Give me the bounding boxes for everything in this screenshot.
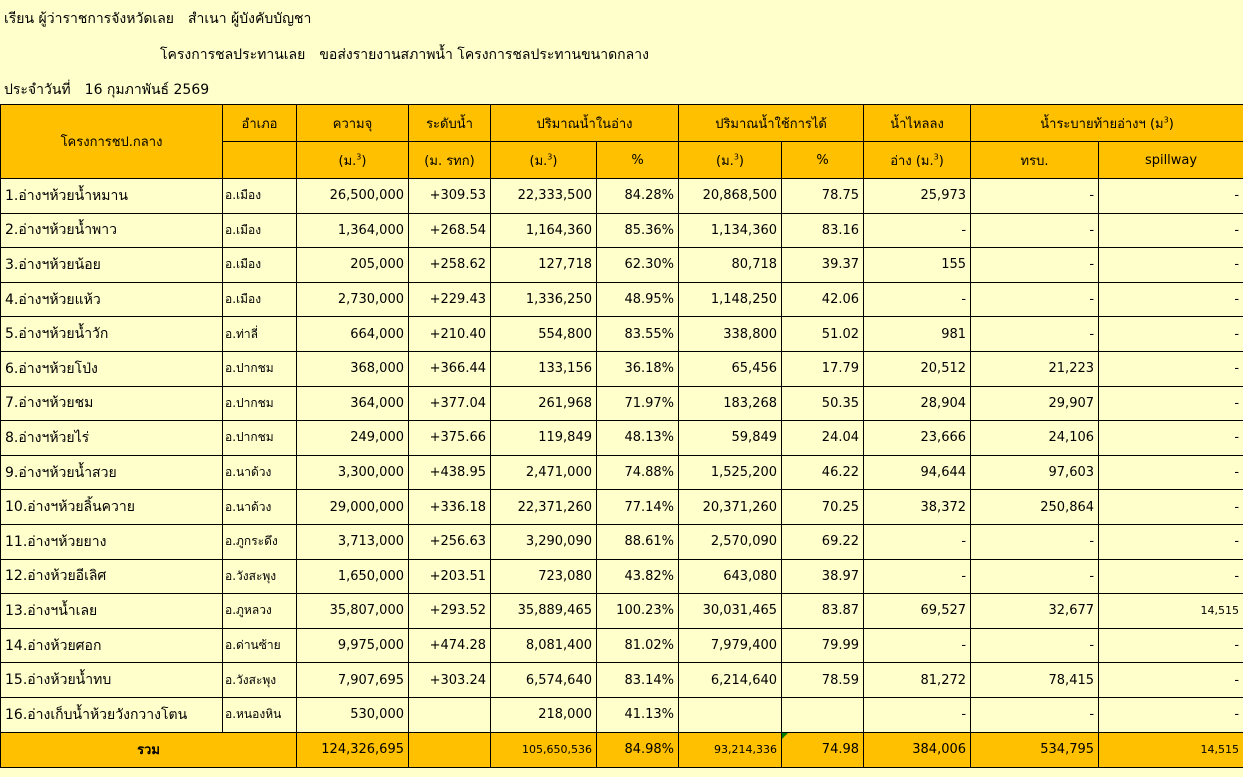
total-row [1, 732, 1243, 767]
cell-release-rtb: 32,677 [971, 594, 1099, 629]
cell-usable-pct: 24.04 [782, 421, 864, 456]
cell-project: 12.อ่างห้วยอีเลิศ [1, 559, 223, 594]
cell-usable: 183,268 [679, 386, 782, 421]
cell-usable [679, 697, 782, 732]
cell-storage-pct: 88.61% [597, 524, 679, 559]
cell-release-spillway: - [1099, 213, 1243, 248]
cell-project: 6.อ่างฯห้วยโป่ง [1, 351, 223, 386]
cell-capacity: 1,650,000 [297, 559, 409, 594]
cell-storage: 1,164,360 [491, 213, 597, 248]
cell-capacity: 530,000 [297, 697, 409, 732]
col-header-usable-pct: % [782, 142, 864, 179]
cell-release-rtb: 97,603 [971, 455, 1099, 490]
table-row [1, 490, 1243, 525]
cell-release-rtb: - [971, 628, 1099, 663]
cell-storage: 127,718 [491, 248, 597, 283]
cell-usable: 30,031,465 [679, 594, 782, 629]
cell-storage-pct: 100.23% [597, 594, 679, 629]
cell-level: +438.95 [409, 455, 491, 490]
cell-release-spillway: - [1099, 351, 1243, 386]
cell-inflow: 981 [864, 317, 971, 352]
cell-district: อ.ปากชม [223, 421, 297, 456]
cell-level: +256.63 [409, 524, 491, 559]
total-storage-pct: 84.98% [597, 732, 679, 767]
cell-district: อ.นาด้วง [223, 490, 297, 525]
cell-usable: 6,214,640 [679, 663, 782, 698]
cell-inflow: 28,904 [864, 386, 971, 421]
col-header-district: อำเภอ [223, 105, 297, 142]
cell-usable-pct: 78.59 [782, 663, 864, 698]
cell-project: 2.อ่างฯห้วยน้ำพาว [1, 213, 223, 248]
cell-usable: 643,080 [679, 559, 782, 594]
cell-usable: 7,979,400 [679, 628, 782, 663]
cell-level: +375.66 [409, 421, 491, 456]
cell-release-spillway: - [1099, 282, 1243, 317]
cell-release-rtb: - [971, 317, 1099, 352]
table-row [1, 213, 1243, 248]
cell-project: 9.อ่างฯห้วยน้ำสวย [1, 455, 223, 490]
cell-usable-pct [782, 697, 864, 732]
cell-district: อ.ท่าลี่ [223, 317, 297, 352]
report-date-line [4, 79, 209, 101]
cell-release-spillway: - [1099, 317, 1243, 352]
cell-release-spillway: - [1099, 455, 1243, 490]
report-date-label: ประจำวันที่ [4, 82, 71, 98]
col-header-release: น้ำระบายท้ายอ่างฯ (ม$^3$) [971, 105, 1243, 142]
cell-district: อ.ปากชม [223, 386, 297, 421]
col-header-level: ระดับน้ำ [409, 105, 491, 142]
cell-district: อ.เมือง [223, 282, 297, 317]
cell-capacity: 35,807,000 [297, 594, 409, 629]
cell-usable: 1,525,200 [679, 455, 782, 490]
table-row [1, 628, 1243, 663]
cell-storage-pct: 83.14% [597, 663, 679, 698]
cell-storage-pct: 62.30% [597, 248, 679, 283]
cell-level: +366.44 [409, 351, 491, 386]
table-row [1, 594, 1243, 629]
table-row [1, 697, 1243, 732]
cell-capacity: 249,000 [297, 421, 409, 456]
cell-usable: 2,570,090 [679, 524, 782, 559]
cell-district: อ.ปากชม [223, 351, 297, 386]
col-header-storage: ปริมาณน้ำในอ่าง [491, 105, 679, 142]
cell-capacity: 205,000 [297, 248, 409, 283]
cell-storage: 22,333,500 [491, 179, 597, 214]
cell-usable-pct: 79.99 [782, 628, 864, 663]
cell-release-rtb: - [971, 697, 1099, 732]
cell-release-spillway: 14,515 [1099, 594, 1243, 629]
cell-storage: 119,849 [491, 421, 597, 456]
cell-level: +293.52 [409, 594, 491, 629]
cell-release-rtb: - [971, 559, 1099, 594]
cell-project: 1.อ่างฯห้วยน้ำหมาน [1, 179, 223, 214]
cell-release-spillway: - [1099, 663, 1243, 698]
cell-storage: 6,574,640 [491, 663, 597, 698]
cell-project: 10.อ่างฯห้วยลิ้นควาย [1, 490, 223, 525]
cell-storage: 554,800 [491, 317, 597, 352]
cell-usable: 338,800 [679, 317, 782, 352]
cell-project: 8.อ่างฯห้วยไร่ [1, 421, 223, 456]
cell-storage: 22,371,260 [491, 490, 597, 525]
cell-release-rtb: - [971, 179, 1099, 214]
cell-district: อ.เมือง [223, 248, 297, 283]
table-row [1, 455, 1243, 490]
cell-release-spillway: - [1099, 524, 1243, 559]
cell-inflow: 69,527 [864, 594, 971, 629]
cell-usable: 20,868,500 [679, 179, 782, 214]
cell-level: +336.18 [409, 490, 491, 525]
col-header-district-blank [223, 142, 297, 179]
table-row [1, 317, 1243, 352]
cell-storage: 133,156 [491, 351, 597, 386]
cell-release-rtb: 250,864 [971, 490, 1099, 525]
cell-project: 4.อ่างฯห้วยแห้ว [1, 282, 223, 317]
cell-usable-pct: 42.06 [782, 282, 864, 317]
cell-storage-pct: 77.14% [597, 490, 679, 525]
cell-capacity: 29,000,000 [297, 490, 409, 525]
col-header-capacity: ความจุ [297, 105, 409, 142]
cell-inflow: 20,512 [864, 351, 971, 386]
cell-level: +229.43 [409, 282, 491, 317]
cell-usable-pct: 17.79 [782, 351, 864, 386]
table-row [1, 559, 1243, 594]
table-row [1, 421, 1243, 456]
total-label: รวม [1, 732, 297, 767]
cell-district: อ.วังสะพุง [223, 663, 297, 698]
cell-storage-pct: 83.55% [597, 317, 679, 352]
total-inflow: 384,006 [864, 732, 971, 767]
cell-usable-pct: 50.35 [782, 386, 864, 421]
cell-release-rtb: 21,223 [971, 351, 1099, 386]
cell-release-spillway: - [1099, 490, 1243, 525]
cell-level: +303.24 [409, 663, 491, 698]
total-release-rtb: 534,795 [971, 732, 1099, 767]
total-release-spillway: 14,515 [1099, 732, 1243, 767]
cell-capacity: 664,000 [297, 317, 409, 352]
col-header-release-rtb: ทรบ. [971, 142, 1099, 179]
cell-storage: 261,968 [491, 386, 597, 421]
cell-usable-pct: 83.87 [782, 594, 864, 629]
cell-usable: 80,718 [679, 248, 782, 283]
col-header-project: โครงการชป.กลาง [1, 105, 223, 179]
cell-inflow: - [864, 559, 971, 594]
cell-release-spillway: - [1099, 179, 1243, 214]
cell-storage-pct: 85.36% [597, 213, 679, 248]
cell-usable: 1,134,360 [679, 213, 782, 248]
total-capacity: 124,326,695 [297, 732, 409, 767]
cell-project: 7.อ่างฯห้วยชม [1, 386, 223, 421]
cell-release-rtb: 78,415 [971, 663, 1099, 698]
cell-level: +309.53 [409, 179, 491, 214]
table-row [1, 524, 1243, 559]
cell-capacity: 364,000 [297, 386, 409, 421]
cell-capacity: 368,000 [297, 351, 409, 386]
cell-usable-pct: 70.25 [782, 490, 864, 525]
table-row [1, 386, 1243, 421]
cell-usable-pct: 51.02 [782, 317, 864, 352]
total-storage: 105,650,536 [491, 732, 597, 767]
cell-level [409, 697, 491, 732]
cell-project: 3.อ่างฯห้วยน้อย [1, 248, 223, 283]
total-usable-pct: 74.98 [782, 732, 864, 767]
table-row [1, 351, 1243, 386]
cell-district: อ.ภูหลวง [223, 594, 297, 629]
cell-capacity: 3,713,000 [297, 524, 409, 559]
cell-storage-pct: 36.18% [597, 351, 679, 386]
cell-usable-pct: 38.97 [782, 559, 864, 594]
cell-release-rtb: - [971, 248, 1099, 283]
cell-capacity: 1,364,000 [297, 213, 409, 248]
col-header-inflow-unit: อ่าง (ม.$^3$) [864, 142, 971, 179]
cell-inflow: - [864, 213, 971, 248]
cell-storage-pct: 84.28% [597, 179, 679, 214]
cell-usable-pct: 39.37 [782, 248, 864, 283]
cell-usable: 1,148,250 [679, 282, 782, 317]
cell-storage-pct: 48.13% [597, 421, 679, 456]
cell-usable: 59,849 [679, 421, 782, 456]
report-date: 16 กุมภาพันธ์ 2569 [84, 82, 210, 98]
table-row [1, 663, 1243, 698]
cell-release-spillway: - [1099, 421, 1243, 456]
cell-district: อ.ด่านซ้าย [223, 628, 297, 663]
cell-inflow: - [864, 282, 971, 317]
addressee-cc: สำเนา ผู้บังคับบัญชา [187, 11, 312, 27]
cell-usable-pct: 83.16 [782, 213, 864, 248]
cell-release-spillway: - [1099, 697, 1243, 732]
cell-inflow: 94,644 [864, 455, 971, 490]
cell-usable: 65,456 [679, 351, 782, 386]
cell-capacity: 9,975,000 [297, 628, 409, 663]
cell-storage-pct: 81.02% [597, 628, 679, 663]
reservoir-table [0, 104, 1243, 768]
cell-district: อ.หนองหิน [223, 697, 297, 732]
report-addressee-line [4, 8, 311, 30]
cell-usable-pct: 46.22 [782, 455, 864, 490]
cell-usable: 20,371,260 [679, 490, 782, 525]
cell-release-spillway: - [1099, 248, 1243, 283]
cell-storage-pct: 41.13% [597, 697, 679, 732]
cell-project: 5.อ่างฯห้วยน้ำวัก [1, 317, 223, 352]
cell-usable-pct: 69.22 [782, 524, 864, 559]
cell-storage: 218,000 [491, 697, 597, 732]
cell-capacity: 26,500,000 [297, 179, 409, 214]
cell-storage: 35,889,465 [491, 594, 597, 629]
report-title: ขอส่งรายงานสภาพน้ำ โครงการชลประทานขนาดกลาง [319, 47, 649, 63]
cell-level: +268.54 [409, 213, 491, 248]
cell-storage-pct: 43.82% [597, 559, 679, 594]
cell-level: +210.40 [409, 317, 491, 352]
col-header-inflow: น้ำไหลลง [864, 105, 971, 142]
col-header-usable-unit: (ม.$^3$) [679, 142, 782, 179]
cell-storage-pct: 71.97% [597, 386, 679, 421]
table-row [1, 179, 1243, 214]
total-usable: 93,214,336 [679, 732, 782, 767]
cell-project: 15.อ่างห้วยน้ำทบ [1, 663, 223, 698]
cell-release-rtb: 29,907 [971, 386, 1099, 421]
col-header-level-unit: (ม. รทก) [409, 142, 491, 179]
cell-district: อ.วังสะพุง [223, 559, 297, 594]
addressee-to: เรียน ผู้ว่าราชการจังหวัดเลย [4, 11, 174, 27]
cell-district: อ.เมือง [223, 213, 297, 248]
cell-release-rtb: - [971, 282, 1099, 317]
cell-release-spillway: - [1099, 559, 1243, 594]
cell-release-spillway: - [1099, 386, 1243, 421]
cell-district: อ.ภูกระดึง [223, 524, 297, 559]
cell-storage: 1,336,250 [491, 282, 597, 317]
cell-inflow: 81,272 [864, 663, 971, 698]
cell-district: อ.นาด้วง [223, 455, 297, 490]
cell-storage: 8,081,400 [491, 628, 597, 663]
report-title-line [160, 44, 649, 66]
cell-inflow: 155 [864, 248, 971, 283]
cell-release-rtb: 24,106 [971, 421, 1099, 456]
cell-district: อ.เมือง [223, 179, 297, 214]
cell-storage: 2,471,000 [491, 455, 597, 490]
cell-release-spillway: - [1099, 628, 1243, 663]
cell-inflow: - [864, 628, 971, 663]
table-row [1, 248, 1243, 283]
col-header-storage-pct: % [597, 142, 679, 179]
cell-storage: 3,290,090 [491, 524, 597, 559]
cell-level: +258.62 [409, 248, 491, 283]
cell-project: 14.อ่างห้วยศอก [1, 628, 223, 663]
cell-level: +203.51 [409, 559, 491, 594]
cell-storage-pct: 48.95% [597, 282, 679, 317]
cell-project: 13.อ่างฯน้ำเลย [1, 594, 223, 629]
cell-level: +474.28 [409, 628, 491, 663]
total-level [409, 732, 491, 767]
col-header-storage-unit: (ม.$^3$) [491, 142, 597, 179]
cell-project: 11.อ่างฯห้วยยาง [1, 524, 223, 559]
cell-release-rtb: - [971, 524, 1099, 559]
cell-storage-pct: 74.88% [597, 455, 679, 490]
cell-level: +377.04 [409, 386, 491, 421]
cell-storage: 723,080 [491, 559, 597, 594]
cell-capacity: 7,907,695 [297, 663, 409, 698]
report-org: โครงการชลประทานเลย [160, 47, 306, 63]
cell-release-rtb: - [971, 213, 1099, 248]
cell-inflow: - [864, 697, 971, 732]
cell-project: 16.อ่างเก็บน้ำห้วยวังกวางโตน [1, 697, 223, 732]
cell-inflow: - [864, 524, 971, 559]
col-header-release-spillway: spillway [1099, 142, 1243, 179]
col-header-capacity-unit: (ม.$^3$) [297, 142, 409, 179]
table-row [1, 282, 1243, 317]
cell-inflow: 23,666 [864, 421, 971, 456]
col-header-usable: ปริมาณน้ำใช้การได้ [679, 105, 864, 142]
cell-capacity: 2,730,000 [297, 282, 409, 317]
cell-inflow: 38,372 [864, 490, 971, 525]
cell-usable-pct: 78.75 [782, 179, 864, 214]
cell-inflow: 25,973 [864, 179, 971, 214]
cell-capacity: 3,300,000 [297, 455, 409, 490]
